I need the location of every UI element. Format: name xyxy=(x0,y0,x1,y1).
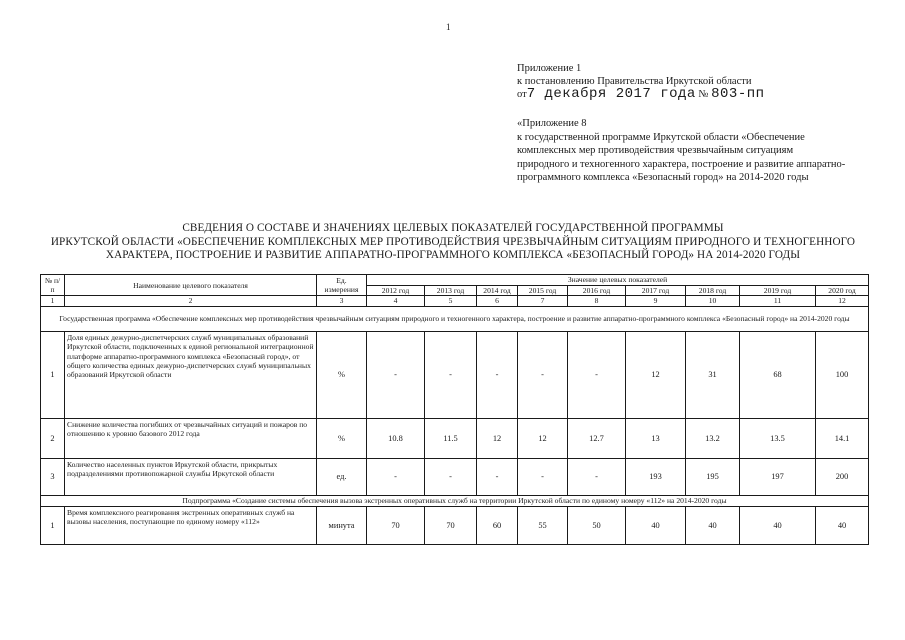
appendix-1-decree: к постановлению Правительства Иркутской области xyxy=(517,76,752,87)
page-number: 1 xyxy=(446,22,451,32)
row-value: 60 xyxy=(477,506,518,544)
row-value: - xyxy=(518,458,568,495)
decree-date-line xyxy=(517,88,765,101)
column-number: 9 xyxy=(626,296,686,306)
column-number: 2 xyxy=(65,296,317,306)
row-num: 1 xyxy=(41,506,65,544)
program-row xyxy=(41,306,869,331)
row-value: 40 xyxy=(816,506,869,544)
row-value: 13 xyxy=(626,418,686,458)
row-name: Снижение количества погибших от чрезвычайных ситуаций и пожаров по отношению к уровню базового 2012 года xyxy=(65,418,317,458)
header-year: 2013 год xyxy=(425,286,477,296)
header-year: 2017 год xyxy=(626,286,686,296)
header-values-group: Значение целевых показателей xyxy=(367,275,869,286)
row-value: 195 xyxy=(686,458,740,495)
appendix-1-heading: Приложение 1 xyxy=(517,63,582,74)
column-number: 1 xyxy=(41,296,65,306)
row-value: 13.5 xyxy=(740,418,816,458)
column-number-row xyxy=(41,296,869,306)
row-value: 12 xyxy=(626,331,686,418)
row-value: 12.7 xyxy=(568,418,626,458)
appendix-8-block xyxy=(517,117,847,185)
row-value: 68 xyxy=(740,331,816,418)
title-line-1: СВЕДЕНИЯ О СОСТАВЕ И ЗНАЧЕНИЯХ ЦЕЛЕВЫХ ПОКАЗАТЕЛЕЙ ГОСУДАРСТВЕННОЙ ПРОГРАММЫ xyxy=(182,222,724,234)
title-line-3: ХАРАКТЕРА, ПОСТРОЕНИЕ И РАЗВИТИЕ АППАРАТНО-ПРОГРАММНОГО КОМПЛЕКСА «БЕЗОПАСНЫЙ ГОРОД» НА 2014-2020 ГОДЫ xyxy=(105,249,801,262)
row-name: Количество населенных пунктов Иркутской области, прикрытых подразделениями противопожарной службы Иркутской области xyxy=(65,458,317,495)
header-year: 2015 год xyxy=(518,286,568,296)
header-name: Наименование целевого показателя xyxy=(65,275,317,296)
indicators-table xyxy=(40,274,869,545)
row-value: - xyxy=(518,331,568,418)
row-value: 13.2 xyxy=(686,418,740,458)
row-value: 100 xyxy=(816,331,869,418)
column-number: 12 xyxy=(816,296,869,306)
header-year: 2016 год xyxy=(568,286,626,296)
column-number: 5 xyxy=(425,296,477,306)
document-title xyxy=(40,222,866,263)
row-num: 1 xyxy=(41,331,65,418)
row-num: 3 xyxy=(41,458,65,495)
row-unit: ед. xyxy=(317,458,367,495)
column-number: 10 xyxy=(686,296,740,306)
row-value: - xyxy=(477,458,518,495)
row-value: 197 xyxy=(740,458,816,495)
row-value: - xyxy=(568,458,626,495)
row-unit: % xyxy=(317,418,367,458)
row-value: 12 xyxy=(518,418,568,458)
column-number: 8 xyxy=(568,296,626,306)
program-title: Государственная программа «Обеспечение комплексных мер противодействия чрезвычайным ситуациям природного и техногенного характера, построение и развитие аппаратно-программного комплекса «Безопасный город» на 2014-2020 годы xyxy=(41,306,869,331)
table-row xyxy=(41,331,869,418)
header-unit: Ед. измерения xyxy=(317,275,367,296)
header-year: 2012 год xyxy=(367,286,425,296)
row-name: Доля единых дежурно-диспетчерских служб муниципальных образований Иркутской области, подключенных к единой региональной интеграционной платформе аппаратно-программного комплекса «Безопасный город», от общего количества единых дежурно-диспетчерских служб муниципальных образований Иркутской области xyxy=(65,331,317,418)
column-number: 7 xyxy=(518,296,568,306)
row-value: - xyxy=(367,458,425,495)
row-value: 70 xyxy=(367,506,425,544)
subprogram-row xyxy=(41,495,869,506)
header-year: 2014 год xyxy=(477,286,518,296)
row-value: 12 xyxy=(477,418,518,458)
row-value: - xyxy=(477,331,518,418)
column-number: 11 xyxy=(740,296,816,306)
row-name: Время комплексного реагирования экстренных оперативных служб на вызовы населения, поступающие по единому номеру «112» xyxy=(65,506,317,544)
table-row xyxy=(41,506,869,544)
decree-number: 803-пп xyxy=(711,86,765,102)
row-value: 40 xyxy=(740,506,816,544)
row-value: 50 xyxy=(568,506,626,544)
subprogram-title: Подпрограмма «Создание системы обеспечения вызова экстренных оперативных служб на территории Иркутской области по единому номеру «112» на 2014-2020 годы xyxy=(41,495,869,506)
row-unit: минута xyxy=(317,506,367,544)
table-row xyxy=(41,418,869,458)
title-line-2: ИРКУТСКОЙ ОБЛАСТИ «ОБЕСПЕЧЕНИЕ КОМПЛЕКСНЫХ МЕР ПРОТИВОДЕЙСТВИЯ ЧРЕЗВЫЧАЙНЫМ СИТУАЦИЯМ ПРИРОДНОГО И ТЕХНОГЕННОГО xyxy=(50,235,856,248)
header-year: 2018 год xyxy=(686,286,740,296)
table-row xyxy=(41,458,869,495)
row-value: 10.8 xyxy=(367,418,425,458)
appendix-1-block xyxy=(517,62,765,101)
row-unit: % xyxy=(317,331,367,418)
appendix-8-heading: «Приложение 8 xyxy=(517,118,587,129)
header-row-1 xyxy=(41,275,869,286)
row-value: 70 xyxy=(425,506,477,544)
row-value: 31 xyxy=(686,331,740,418)
row-value: - xyxy=(367,331,425,418)
row-value: 40 xyxy=(626,506,686,544)
header-num: № п/п xyxy=(41,275,65,296)
header-year: 2020 год xyxy=(816,286,869,296)
decree-date: 7 декабря 2017 года xyxy=(526,86,696,102)
column-number: 6 xyxy=(477,296,518,306)
row-value: 14.1 xyxy=(816,418,869,458)
row-value: 193 xyxy=(626,458,686,495)
column-number: 3 xyxy=(317,296,367,306)
decree-number-label: № xyxy=(698,89,709,100)
row-value: 55 xyxy=(518,506,568,544)
row-value: - xyxy=(568,331,626,418)
row-value: 11.5 xyxy=(425,418,477,458)
row-value: - xyxy=(425,458,477,495)
column-number: 4 xyxy=(367,296,425,306)
row-num: 2 xyxy=(41,418,65,458)
row-value: 40 xyxy=(686,506,740,544)
row-value: - xyxy=(425,331,477,418)
appendix-8-text: к государственной программе Иркутской области «Обеспечение комплексных мер противодействия чрезвычайным ситуациям природного и техногенного характера, построение и развитие аппаратно-программного комплекса «Безопасный город» на 2014-2020 годы xyxy=(517,131,846,184)
row-value: 200 xyxy=(816,458,869,495)
decree-from-label: от xyxy=(517,89,527,100)
header-year: 2019 год xyxy=(740,286,816,296)
